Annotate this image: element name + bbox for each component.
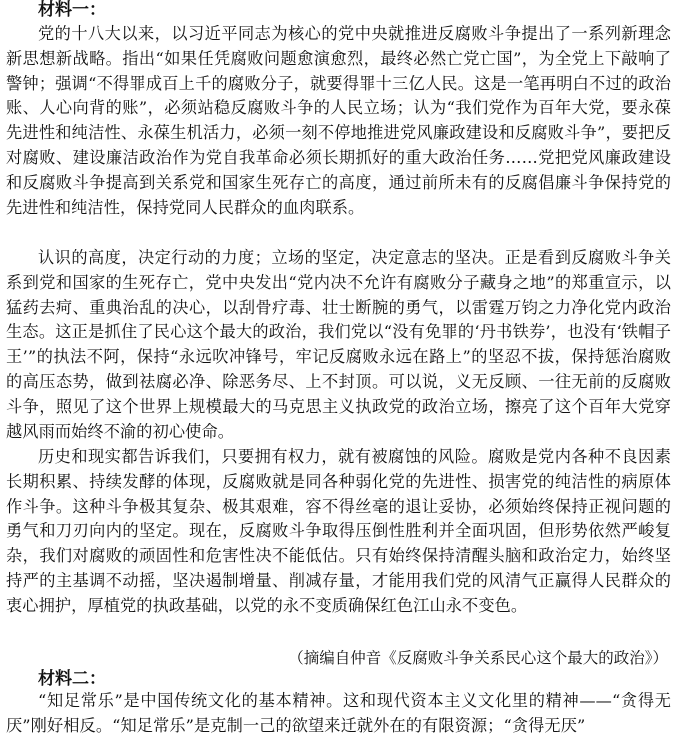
source-citation: （摘编自仲音《反腐败斗争关系民心这个最大的政治》） [288, 649, 668, 667]
material-one-paragraph-1: 党的十八大以来，以习近平同志为核心的党中央就推进反腐败斗争提出了一系列新理念新思想新战略。指出“如果任凭腐败问题愈演愈烈，最终必然亡党亡国”，为全党上下敲响了警钟；强调“不得罪成百上千的腐败分子，就要得罪十三亿人民。这是一笔再明白不过的政治账、人心向背的账”，必须站稳反腐败斗争的人民立场；认为“我们党作为百年大党，要永葆先进性和纯洁性、永葆生机活力，必须一刻不停地推进党风廉政建设和反腐败斗争”，要把反对腐败、建设廉洁政治作为党自我革命必须长期抓好的重大政治任务……党把党风廉政建设和反腐败斗争提高到关系党和国家生死存亡的高度，通过前所未有的反腐倡廉斗争保持党的先进性和纯洁性，保持党同人民群众的血肉联系。 [6, 24, 671, 217]
material-one-paragraph-3: 历史和现实都告诉我们，只要拥有权力，就有被腐蚀的风险。腐败是党内各种不良因素长期积累、持续发酵的体现，反腐败就是同各种弱化党的先进性、损害党的纯洁性的病原体作斗争。这种斗争极其复杂、极其艰难，容不得丝毫的退让妥协，必须始终保持正视问题的勇气和刀刃向内的坚定。现在，反腐败斗争取得压倒性胜利并全面巩固，但形势依然严峻复杂，我们对腐败的顽固性和危害性决不能低估。只有始终保持清醒头脑和政治定力，始终坚持严的主基调不动摇，坚决遏制增量、削减存量，才能用我们党的风清气正赢得人民群众的衷心拥护，厚植党的执政基础，以党的永不变质确保红色江山永不变色。 [6, 447, 671, 615]
material-two-heading: 材料二： [38, 669, 106, 689]
material-two-paragraph-1: “知足常乐”是中国传统文化的基本精神。这和现代资本主义文化里的精神——“贪得无厌”刚好相反。“知足常乐”是克制一己的欲望来迁就外在的有限资源；“贪得无厌” [6, 691, 671, 735]
material-one-paragraph-2: 认识的高度，决定行动的力度；立场的坚定，决定意志的坚决。正是看到反腐败斗争关系到党和国家的生死存亡，党中央发出“党内决不允许有腐败分子藏身之地”的郑重宣示，以猛药去疴、重典治乱的决心，以刮骨疗毒、壮士断腕的勇气，以雷霆万钧之力净化党内政治生态。这正是抓住了民心这个最大的政治，我们党以“没有免罪的‘丹书铁券’，也没有‘铁帽子王’”的执法不阿，保持“永远吹冲锋号，牢记反腐败永远在路上”的坚忍不拔，保持惩治腐败的高压态势，做到祛腐必净、除恶务尽、上不封顶。可以说，义无反顾、一往无前的反腐败斗争，照见了这个世界上规模最大的马克思主义执政党的政治立场，擦亮了这个百年大党穿越风雨而始终不渝的初心使命。 [6, 248, 671, 441]
material-one-heading: 材料一： [38, 0, 106, 20]
